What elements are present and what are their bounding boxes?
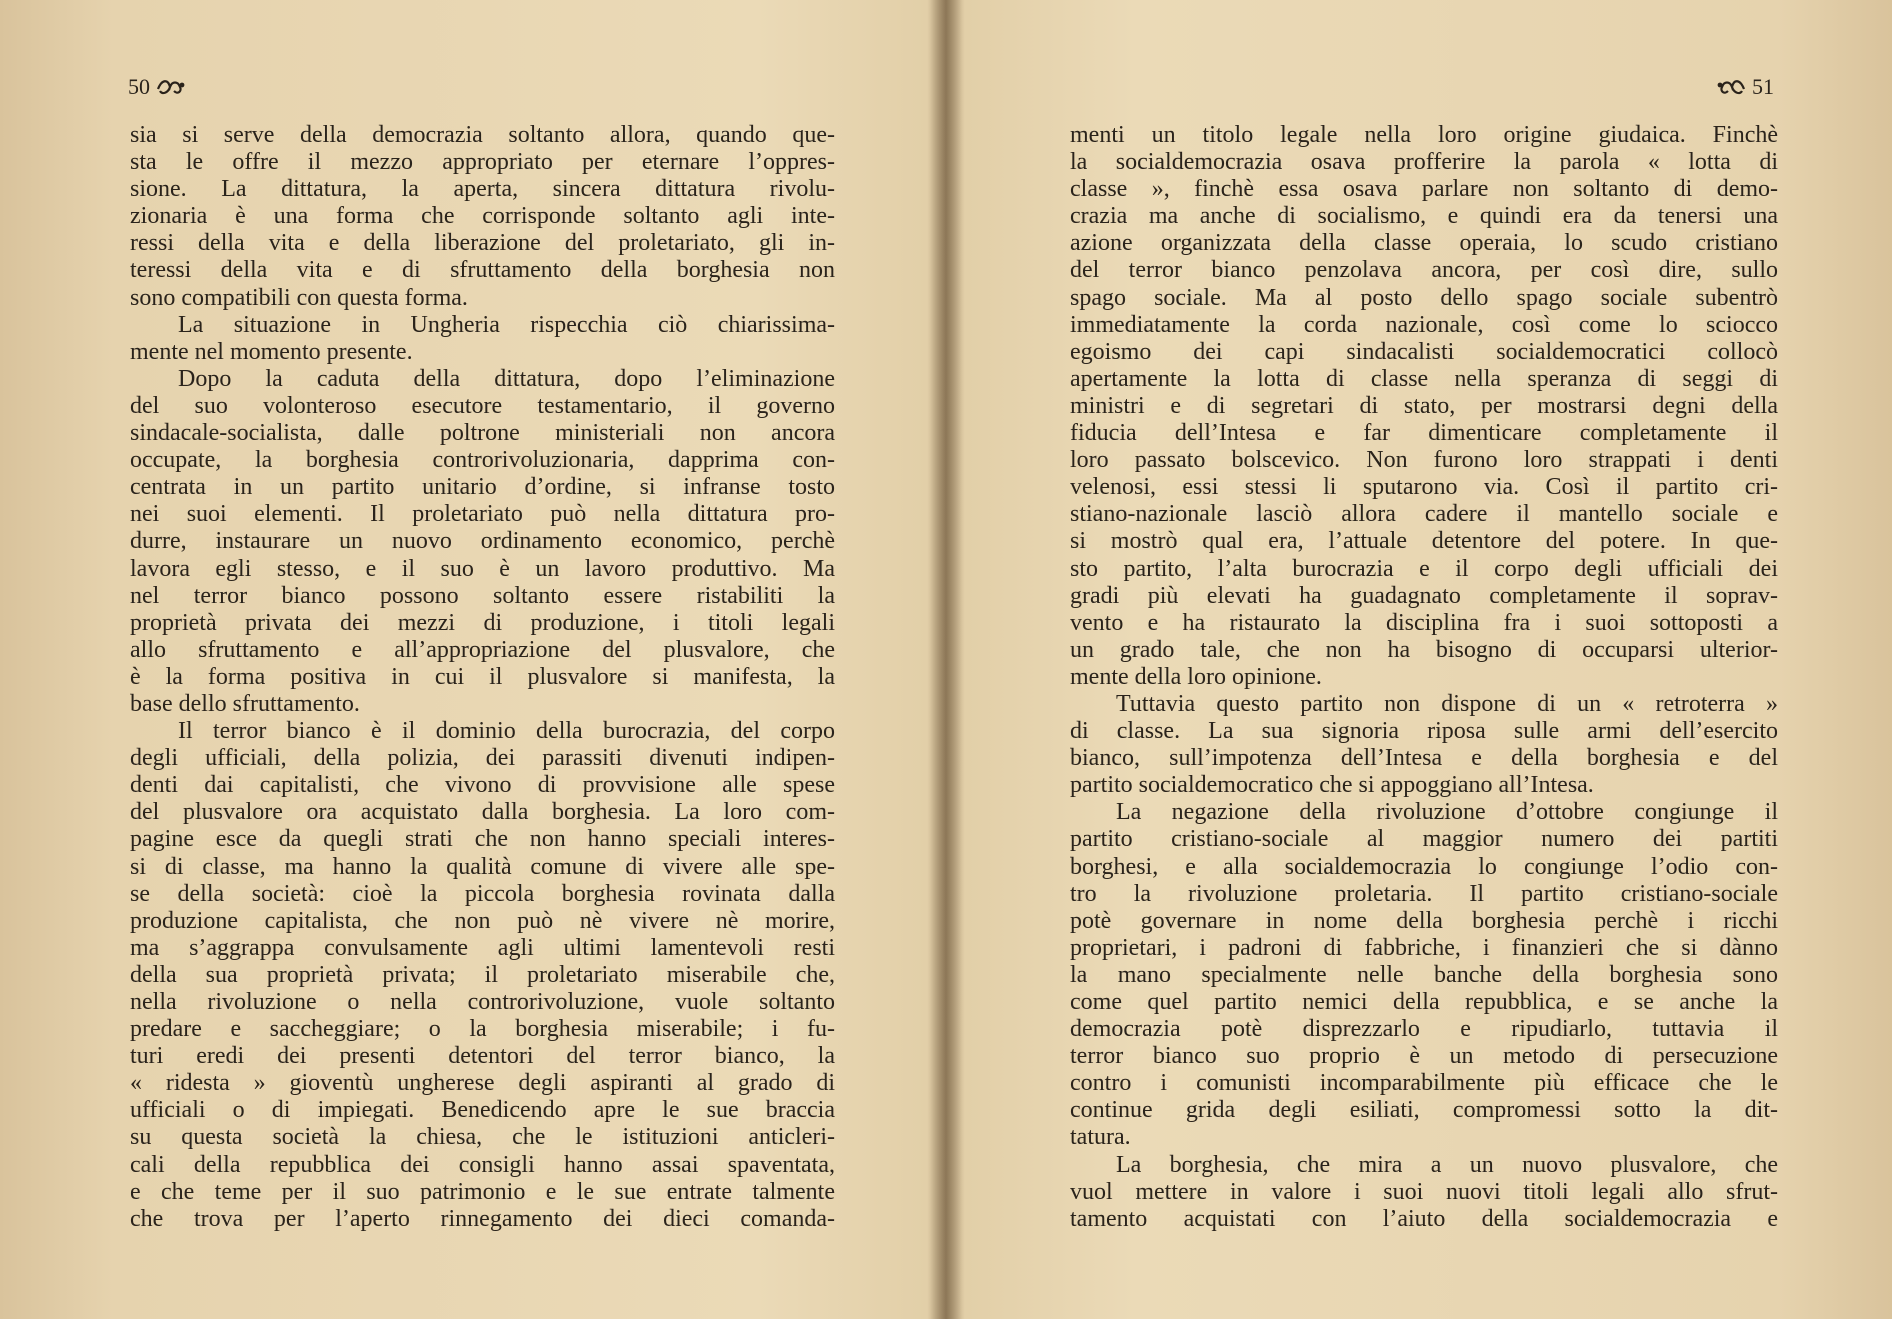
text-line: La negazione della rivoluzione d’ottobre congiunge il (1116, 799, 1778, 826)
text-line: pagine esce da quegli strati che non hanno speciali interes- (130, 826, 835, 853)
text-line: sindacale-socialista, dalle poltrone ministeriali non ancora (130, 420, 835, 447)
text-line: teressi della vita e di sfruttamento della borghesia non (130, 257, 835, 284)
page-number: 51 (1752, 74, 1774, 99)
text-line: della sua proprietà privata; il proletariato miserabile che, (130, 961, 835, 988)
text-line: la socialdemocrazia osava profferire la parola « lotta di (1070, 149, 1778, 176)
text-line: centrata in un partito unitario d’ordine, si infranse tosto (130, 474, 835, 501)
text-line: sta le offre il mezzo appropriato per eternare l’oppres- (130, 149, 835, 176)
text-line: bianco, sull’impotenza dell’Intesa e della borghesia e del (1070, 745, 1778, 772)
text-line: terror bianco suo proprio è un metodo di persecuzione (1070, 1043, 1778, 1070)
text-line: del plusvalore ora acquistato dalla borghesia. La loro com- (130, 799, 835, 826)
text-line: si mostrò qual era, l’attuale detentore del potere. In que- (1070, 528, 1778, 555)
text-line: ministri e di segretari di stato, per mostrarsi degni della (1070, 392, 1778, 419)
text-line: apertamente la lotta di classe nella speranza di seggi di (1070, 365, 1778, 392)
text-line: egoismo dei capi sindacalisti socialdemocratici collocò (1070, 338, 1778, 365)
text-line: durre, instaurare un nuovo ordinamento economico, perchè (130, 528, 835, 555)
text-line: menti un titolo legale nella loro origine giudaica. Finchè (1070, 122, 1778, 148)
text-line: « ridesta » gioventù ungherese degli aspiranti al grado di (130, 1070, 835, 1097)
text-line: denti dai capitalisti, che vivono di provvisione alle spese (130, 772, 835, 799)
fleuron-icon (1716, 77, 1746, 97)
text-line: sione. La dittatura, la aperta, sincera dittatura rivolu- (130, 176, 835, 203)
text-line: partito cristiano-sociale al maggior numero dei partiti (1070, 826, 1778, 853)
text-line: si di classe, ma hanno la qualità comune di vivere alle spe- (130, 853, 835, 880)
text-line: borghesi, e alla socialdemocrazia lo congiunge l’odio con- (1070, 853, 1778, 880)
text-line: nella rivoluzione o nella controrivoluzione, vuole soltanto (130, 989, 835, 1015)
left-page-body (130, 122, 835, 1233)
text-line: base dello sfruttamento. (130, 690, 360, 717)
text-line: La situazione in Ungheria rispecchia ciò chiarissima- (178, 311, 835, 338)
text-line: su questa società la chiesa, che le istituzioni anticleri- (130, 1124, 835, 1151)
text-line: cali della repubblica dei consigli hanno assai spaventata, (130, 1151, 835, 1178)
text-line: fiducia dell’Intesa e far dimenticare completamente il (1070, 420, 1778, 447)
text-line: tro la rivoluzione proletaria. Il partito cristiano-sociale (1070, 880, 1778, 907)
text-line: velenosi, essi stessi li sputarono via. Così il partito cri- (1070, 474, 1778, 501)
text-line: predare e saccheggiare; o la borghesia miserabile; i fu- (130, 1016, 835, 1043)
text-line: allo sfruttamento e all’appropriazione del plusvalore, che (130, 636, 835, 663)
text-line: se della società: cioè la piccola borghesia rovinata dalla (130, 880, 835, 907)
text-line: partito socialdemocratico che si appoggiano all’Intesa. (1070, 772, 1594, 799)
text-line: occupate, la borghesia controrivoluzionaria, dapprima con- (130, 447, 835, 474)
text-line: gradi più elevati ha guadagnato completamente il soprav- (1070, 582, 1778, 609)
text-line: un grado tale, che non ha bisogno di occuparsi ulterior- (1070, 636, 1778, 663)
text-line: Tuttavia questo partito non dispone di un « retroterra » (1116, 690, 1778, 717)
text-line: che trova per l’aperto rinnegamento dei dieci comanda- (130, 1205, 835, 1232)
page-number: 50 (128, 74, 150, 99)
text-line: tamento acquistati con l’aiuto della socialdemocrazia e (1070, 1205, 1778, 1232)
text-line: classe », finchè essa osava parlare non soltanto di demo- (1070, 176, 1778, 203)
text-line: nel terror bianco possono soltanto essere ristabiliti la (130, 582, 835, 609)
text-line: di classe. La sua signoria riposa sulle armi dell’esercito (1070, 718, 1778, 745)
text-line: produzione capitalista, che non può nè vivere nè morire, (130, 907, 835, 934)
text-line: stiano-nazionale lasciò allora cadere il mantello sociale e (1070, 501, 1778, 528)
text-line: mente nel momento presente. (130, 338, 413, 365)
text-line: sia si serve della democrazia soltanto allora, quando que- (130, 122, 835, 148)
text-line: immediatamente la corda nazionale, così come lo sciocco (1070, 311, 1778, 338)
text-line: ma s’aggrappa convulsamente agli ultimi lamentevoli resti (130, 934, 835, 961)
text-line: del terror bianco penzolava ancora, per così dire, sullo (1070, 257, 1778, 284)
text-line: spago sociale. Ma al posto dello spago sociale subentrò (1070, 284, 1778, 311)
text-line: proprietà privata dei mezzi di produzione, i titoli legali (130, 609, 835, 636)
text-line: potè governare in nome della borghesia perchè i ricchi (1070, 907, 1778, 934)
text-line: proprietari, i padroni di fabbriche, i finanzieri che si dànno (1070, 934, 1778, 961)
text-line: democrazia potè disprezzarlo e ripudiarlo, tuttavia il (1070, 1016, 1778, 1043)
text-line: turi eredi dei presenti detentori del terror bianco, la (130, 1043, 835, 1070)
right-page (946, 0, 1892, 1319)
right-page-body (1070, 122, 1778, 1233)
text-line: vuol mettere in valore i suoi nuovi titoli legali allo sfrut- (1070, 1178, 1778, 1205)
text-line: mente della loro opinione. (1070, 663, 1322, 690)
text-line: sono compatibili con questa forma. (130, 284, 468, 311)
text-line: è la forma positiva in cui il plusvalore si manifesta, la (130, 663, 835, 690)
text-line: La borghesia, che mira a un nuovo plusvalore, che (1116, 1151, 1778, 1178)
text-line: continue grida degli esiliati, compromessi sotto la dit- (1070, 1097, 1778, 1124)
text-line: del suo volonteroso esecutore testamentario, il governo (130, 392, 835, 419)
text-line: lavora egli stesso, e il suo è un lavoro produttivo. Ma (130, 555, 835, 582)
fleuron-icon (156, 77, 186, 97)
text-line: contro i comunisti incomparabilmente più efficace che le (1070, 1070, 1778, 1097)
text-line: sto partito, l’alta burocrazia e il corpo degli ufficiali dei (1070, 555, 1778, 582)
right-page-header (1716, 74, 1774, 100)
text-line: tatura. (1070, 1124, 1131, 1151)
text-line: degli ufficiali, della polizia, dei parassiti divenuti indipen- (130, 745, 835, 772)
text-line: Il terror bianco è il dominio della burocrazia, del corpo (178, 718, 835, 745)
text-line: crazia ma anche di socialismo, e quindi era da tenersi una (1070, 203, 1778, 230)
text-line: vento e ha ristaurato la disciplina fra i suoi sottoposti a (1070, 609, 1778, 636)
text-line: nei suoi elementi. Il proletariato può nella dittatura pro- (130, 501, 835, 528)
text-line: azione organizzata della classe operaia, lo scudo cristiano (1070, 230, 1778, 257)
text-line: loro passato bolscevico. Non furono loro strappati i denti (1070, 447, 1778, 474)
left-page-header (128, 74, 186, 100)
text-line: zionaria è una forma che corrisponde soltanto agli inte- (130, 203, 835, 230)
text-line: la mano specialmente nelle banche della borghesia sono (1070, 961, 1778, 988)
text-line: come quel partito nemici della repubblica, e se anche la (1070, 989, 1778, 1015)
text-line: Dopo la caduta della dittatura, dopo l’eliminazione (178, 365, 835, 392)
text-line: ufficiali o di impiegati. Benedicendo apre le sue braccia (130, 1097, 835, 1124)
text-line: ressi della vita e della liberazione del proletariato, gli in- (130, 230, 835, 257)
text-line: e che teme per il suo patrimonio e le sue entrate talmente (130, 1178, 835, 1205)
